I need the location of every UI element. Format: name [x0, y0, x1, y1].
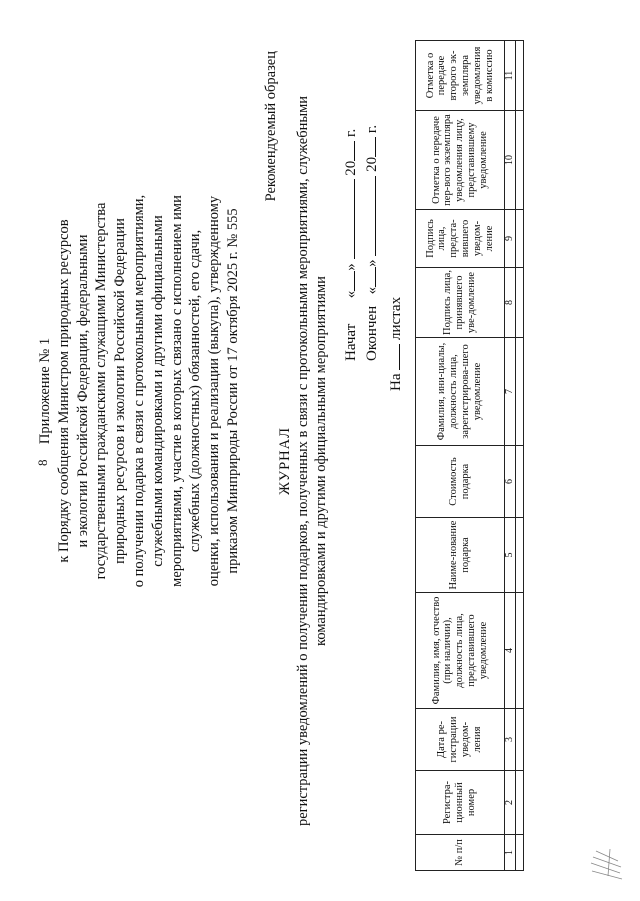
- appendix-line: и экологии Российской Федерации, федеральными: [74, 234, 91, 548]
- empty-cell: [516, 268, 524, 338]
- journal-subtitle-line: командировками и другими официальными мероприятиями: [313, 276, 329, 646]
- column-number: 10: [505, 111, 516, 210]
- empty-cell: [516, 771, 524, 835]
- month-blank: [340, 179, 355, 259]
- journal-title: ЖУРНАЛ: [277, 427, 293, 495]
- header-first-copy-mark: Отметка о передаче пер-вого экземпляра уведомления лицу, представившему уведомление: [416, 111, 505, 210]
- empty-cell: [516, 518, 524, 593]
- sheets-blank: [385, 344, 400, 370]
- journal-subtitle: [294, 41, 330, 881]
- sheets-prefix: На: [388, 373, 404, 391]
- header-gift-name: Наиме-нование подарка: [416, 518, 505, 593]
- appendix-line: служебными командировками и другими официальными: [149, 215, 166, 567]
- column-number: 7: [505, 338, 516, 446]
- appendix-line: служебных (должностных) обязанностей, его сдачи,: [187, 229, 204, 553]
- empty-cell: [516, 210, 524, 268]
- header-registration-number: Регистра-ционный номер: [416, 771, 505, 835]
- header-gift-cost: Стоимость подарка: [416, 446, 505, 518]
- appendix-line: к Порядку сообщения Министром природных ресурсов: [55, 219, 72, 563]
- column-number: 9: [505, 210, 516, 268]
- page-number: 8: [35, 459, 50, 466]
- quote-close: »: [364, 259, 380, 267]
- column-number: 8: [505, 268, 516, 338]
- quote-open: «: [364, 286, 380, 295]
- started-date-line: [340, 125, 361, 361]
- header-registration-date: Дата ре-гистрации уведом-ления: [416, 709, 505, 771]
- year-suffix: г.: [343, 128, 359, 137]
- empty-cell: [516, 111, 524, 210]
- appendix-line: Приложение № 1: [37, 337, 53, 445]
- column-number: 2: [505, 771, 516, 835]
- empty-cell: [516, 709, 524, 771]
- appendix-header: [36, 131, 243, 651]
- appendix-line: приказом Минприроды России от 17 октября 2025 г. № 555: [224, 208, 241, 574]
- quote-close: »: [343, 263, 359, 271]
- appendix-line: оценки, использования и реализации (выкупа), утвержденному: [206, 195, 223, 587]
- journal-subtitle-line: регистрации уведомлений о получении подарков, полученных в связи с протокольными мероприятиями, служебными: [295, 95, 311, 827]
- empty-cell: [516, 446, 524, 518]
- journal-dates: [340, 125, 382, 361]
- column-number: 5: [505, 518, 516, 593]
- column-number: 4: [505, 593, 516, 709]
- day-blank: [340, 271, 355, 291]
- registration-table: [415, 40, 524, 871]
- year-prefix: 20: [364, 156, 380, 172]
- year-blank: [361, 137, 376, 157]
- quote-open: «: [343, 290, 359, 299]
- header-registrar-name: Фамилия, ини-циалы, должность лица, зарегистрирова-шего уведомление: [416, 338, 505, 446]
- empty-cell: [516, 593, 524, 709]
- month-blank: [361, 176, 376, 256]
- appendix-line: мероприятиями, участие в которых связано с исполнением ими: [168, 195, 185, 587]
- day-blank: [361, 267, 376, 287]
- header-presenter-signature: Подпись лица, предста-вившего уведом-ление: [416, 210, 505, 268]
- appendix-line: природных ресурсов и экологии Российской Федерации: [112, 218, 129, 564]
- column-number: 1: [505, 835, 516, 871]
- header-receiver-signature: Подпись лица, принявшего уве-домление: [416, 268, 505, 338]
- column-number: 3: [505, 709, 516, 771]
- sample-label: Рекомендуемый образец: [263, 51, 279, 202]
- year-blank: [340, 141, 355, 161]
- appendix-line: о получении подарка в связи с протокольными мероприятиями,: [130, 194, 147, 588]
- table-row: [516, 41, 524, 871]
- started-label: Начат: [343, 323, 359, 361]
- empty-cell: [516, 835, 524, 871]
- year-prefix: 20: [343, 160, 359, 176]
- ended-date-line: [361, 125, 382, 361]
- header-second-copy-mark: Отметка о передаче второго эк-земпляра уведомления в комиссию: [416, 41, 505, 111]
- sheets-count: [385, 297, 405, 391]
- handwritten-mark: [588, 841, 624, 881]
- empty-cell: [516, 41, 524, 111]
- empty-cell: [516, 338, 524, 446]
- column-number: 11: [505, 41, 516, 111]
- sheets-suffix: листах: [388, 296, 404, 340]
- year-suffix: г.: [364, 124, 380, 134]
- header-number: № п/п: [416, 835, 505, 871]
- header-presenter-name: Фамилия, имя, отчество (при наличии), должность лица, представившего уведомление: [416, 593, 505, 709]
- column-number: 6: [505, 446, 516, 518]
- appendix-line: государственными гражданскими служащими Министерства: [93, 202, 110, 580]
- ended-label: Окончен: [364, 305, 380, 361]
